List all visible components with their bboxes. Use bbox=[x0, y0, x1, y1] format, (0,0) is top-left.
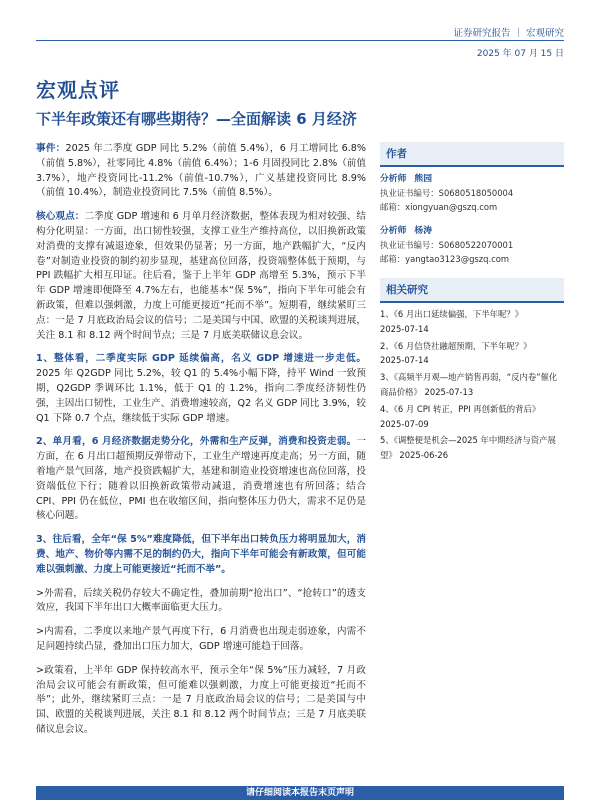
analyst-2-cert: 执业证书编号：S0680522070001 bbox=[380, 240, 514, 250]
section-1 bbox=[36, 352, 366, 426]
report-category: 证券研究报告 ｜ 宏观研究 bbox=[453, 28, 564, 39]
related-item[interactable]: 2、《6 月信贷社融超预期，下半年呢？》 2025-07-14 bbox=[380, 340, 532, 366]
analyst-2-role: 分析师 bbox=[380, 226, 407, 236]
events-text: 2025 年二季度 GDP 同比 5.2%（前值 5.4%），6 月工增同比 6.8%（前值 5.8%），社零同比 4.8%（前值 6.4%）；1-6 月固投同比 2.8%（前值 3.7%），地产投资同比-11.2%（前值-10.7%），广义基建投资同比 8.9%（前值 10.4%），制造业投资同比 7.5%（前值 8.5%）。 bbox=[36, 143, 367, 199]
core-label: 核心观点： bbox=[36, 211, 85, 223]
analyst-1-name: 熊园 bbox=[414, 174, 433, 184]
related-item[interactable]: 5、《调整便是机会—2025 年中期经济与资产展望》 2025-06-26 bbox=[380, 435, 556, 461]
analyst-1 bbox=[380, 171, 564, 184]
analyst-2-name: 杨涛 bbox=[414, 226, 433, 236]
sidebar bbox=[380, 142, 564, 465]
point-domestic-demand: >内需看，二季度以来地产景气再度下行，6 月消费也出现走弱迹象，内需不足问题持续凸显，叠加出口压力加大，GDP 增速可能趋于回落。 bbox=[36, 626, 366, 652]
authors-heading: 作者 bbox=[380, 142, 564, 167]
events-label: 事件： bbox=[36, 143, 66, 154]
analyst-1-cert: 执业证书编号：S0680518050004 bbox=[380, 188, 514, 198]
section-1-text: 2025 年 Q2GDP 同比 5.2%，较 Q1 的 5.4%小幅下降，持平 Wind 一致预期，Q2GDP 季调环比 1.1%，低于 Q1 的 1.2%，指向二季度经济韧性仍强，主因出口韧性，工业生产、消费增速较高，Q2 名义 GDP 同比 3.9%，较 Q1 下降 0.7 个点，继续低于实际 GDP 增速。 bbox=[36, 368, 366, 424]
analyst-2 bbox=[380, 223, 564, 236]
analyst-1-email[interactable]: 邮箱：xiongyuan@gszq.com bbox=[380, 202, 498, 212]
analyst-2-email[interactable]: 邮箱：yangtao3123@gszq.com bbox=[380, 254, 510, 264]
section-3 bbox=[36, 533, 366, 577]
point-policy: >政策看，上半年 GDP 保持较高水平，预示全年“保 5%”压力减轻，7 月政治局会议可能会有新政策，但可能难以强刺激，力度上可能更接近“托而不举”；此外，继续紧盯三点：一是 7 月底政治局会议的信号；二是美国与中国、欧盟的关税谈判进展，关注 8.1 和 8.12 两个时间节点；三是 7 月底美联储议息会议。 bbox=[36, 664, 366, 735]
core-text: 二季度 GDP 增速和 6 月单月经济数据，整体表现为相对较强、结构分化明显：一方面，出口韧性较强，支撑工业生产维持高位，以旧换新政策对消费的支撑有减退迹象，但效果仍显著；另一方面，地产跌幅扩大，“反内卷”对制造业投资的制约初步显现，基建高位回落，投资端整体低于预期，与 PPI 跌幅扩大相互印证。往后看，鉴于上半年 GDP 高增至 5.3%，预示下半年 GDP 增速即便降至 4.7%左右，也能基本“保 5%”，指向下半年可能会有新政策，但难以强刺激，力度上可能更接近“托而不举”。短期看，继续紧盯三点：一是 7 月底政治局会议的信号；二是美国与中国、欧盟的关税谈判进展，关注 8.1 和 8.12 两个时间节点；三是 7 月底美联储议息会议。 bbox=[36, 211, 366, 341]
events-paragraph bbox=[36, 142, 366, 201]
core-paragraph bbox=[36, 210, 366, 343]
footer-disclaimer: 请仔细阅读本报告末页声明 bbox=[36, 786, 564, 800]
section-2-title: 2、单月看，6 月经济数据走势分化，外需和生产反弹，消费和投资走弱。 bbox=[36, 436, 357, 448]
section-2 bbox=[36, 435, 366, 524]
analyst-1-role: 分析师 bbox=[380, 174, 407, 184]
main-content bbox=[36, 142, 366, 747]
report-date: 2025 年 07 月 15 日 bbox=[476, 49, 564, 59]
header-rule bbox=[36, 40, 564, 41]
related-item[interactable]: 1、《6 月出口延续偏强，下半年呢？》 2025-07-14 bbox=[380, 309, 524, 334]
section-2-text: 一方面，在 6 月出口超预期反弹带动下，工业生产增速再度走高；另一方面，随着地产景气回落，地产投资跌幅扩大，基建和制造业投资增速也高位回落，投资端低位下行；随着以旧换新政策带动减退，消费增速也有所回落；结合 CPI、PPI 仍在低位，PMI 也在收缩区间，指向整体压力仍大，需求不足仍是核心问题。 bbox=[36, 436, 366, 522]
report-title: 下半年政策还有哪些期待？—全面解读 6 月经济 bbox=[36, 110, 357, 128]
section-1-title: 1、整体看，二季度实际 GDP 延续偏高，名义 GDP 增速进一步走低。 bbox=[36, 353, 366, 365]
section-3-title: 3、往后看，全年“保 5%”难度降低，但下半年出口转负压力将明显加大，消费、地产、物价等内需不足的制约仍大，指向下半年可能会有新政策，但可能难以强刺激、力度上可能更接近“托而不举”。 bbox=[36, 534, 366, 575]
report-header bbox=[0, 0, 600, 58]
report-type: 宏观点评 bbox=[36, 78, 120, 102]
related-item[interactable]: 4、《6 月 CPI 转正，PPI 再创新低的背后》 2025-07-09 bbox=[380, 403, 541, 429]
point-external-demand: >外需看，后续关税仍存较大不确定性，叠加前期“抢出口”、“抢转口”的透支效应，我国下半年出口大概率面临更大压力。 bbox=[36, 587, 366, 614]
related-heading: 相关研究 bbox=[380, 278, 564, 303]
related-item[interactable]: 3、《高频半月观—地产销售再弱，“反内卷”催化商品价格》 2025-07-13 bbox=[380, 372, 558, 397]
